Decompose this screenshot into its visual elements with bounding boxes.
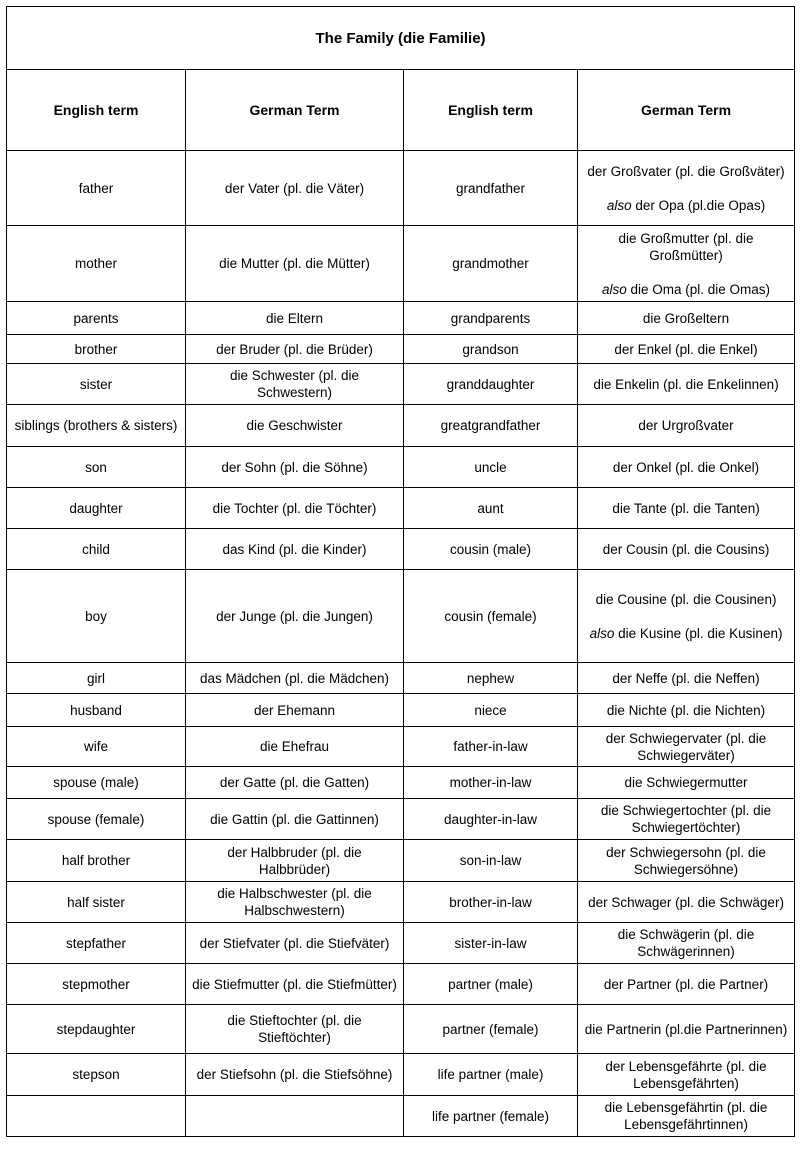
cell-text: der Neffe (pl. die Neffen) (612, 670, 760, 686)
also-label: also (589, 625, 615, 641)
german-term-cell (186, 727, 404, 767)
english-term-cell (7, 663, 186, 694)
cell-text: life partner (male) (437, 1067, 544, 1082)
english-term-cell (404, 151, 578, 226)
cell-text: sister-in-law (454, 935, 527, 951)
cell-text: der Onkel (pl. die Onkel) (612, 459, 760, 475)
cell-text: stepson (72, 1067, 120, 1082)
table-row (7, 364, 795, 405)
english-term-cell (404, 923, 578, 964)
english-term-cell (404, 1096, 578, 1137)
alternate-term-text: der Opa (pl.die Opas) (635, 197, 766, 213)
german-term-cell (578, 529, 795, 570)
german-term-cell (186, 529, 404, 570)
cell-text: niece (474, 702, 507, 718)
cell-text: die Nichte (pl. die Nichten) (606, 702, 766, 718)
family-vocabulary-table (6, 6, 795, 1137)
table-row (7, 1005, 795, 1054)
english-term-cell (404, 964, 578, 1005)
english-term-cell (7, 302, 186, 335)
cell-text: die Ehefrau (259, 739, 330, 754)
german-term-cell (186, 882, 404, 923)
cell-text: aunt (477, 500, 504, 516)
cell-text: father-in-law (453, 739, 528, 754)
german-term-cell (186, 694, 404, 727)
english-term-cell (7, 488, 186, 529)
german-term-cell (186, 964, 404, 1005)
table-row (7, 302, 795, 335)
english-term-cell (7, 405, 186, 447)
cell-text: das Kind (pl. die Kinder) (222, 541, 367, 557)
german-term-cell (578, 1096, 795, 1137)
german-term-cell (578, 882, 795, 923)
cell-text: der Halbbruder (pl. die Halbbrüder) (227, 844, 362, 877)
english-term-cell (7, 570, 186, 663)
table-row (7, 226, 795, 302)
english-term-cell (404, 882, 578, 923)
german-term-cell (186, 1005, 404, 1054)
german-term-cell (578, 663, 795, 694)
table-row (7, 727, 795, 767)
header-german-1: German Term (186, 70, 404, 151)
alternate-term (584, 281, 788, 298)
alternate-term (584, 197, 788, 214)
cell-text: stepdaughter (56, 1021, 136, 1037)
cell-text: stepfather (65, 935, 127, 951)
cell-text: der Bruder (pl. die Brüder) (216, 341, 373, 357)
english-term-cell (404, 663, 578, 694)
german-term-cell (578, 447, 795, 488)
cell-text: die Geschwister (246, 418, 343, 433)
table-row (7, 882, 795, 923)
table-row (7, 964, 795, 1005)
column-header-row (7, 70, 795, 151)
english-term-cell (7, 964, 186, 1005)
english-term-cell (404, 405, 578, 447)
cell-text: die Enkelin (pl. die Enkelinnen) (593, 376, 779, 392)
german-term-cell (186, 923, 404, 964)
table-row (7, 570, 795, 663)
table-row (7, 405, 795, 447)
german-term-cell (186, 799, 404, 840)
cell-text: partner (female) (442, 1021, 539, 1037)
german-term-cell (578, 335, 795, 364)
english-term-cell (7, 767, 186, 799)
german-term-cell (186, 405, 404, 447)
german-term-cell (186, 226, 404, 302)
german-term-cell (186, 767, 404, 799)
table-row (7, 529, 795, 570)
english-term-cell (7, 1005, 186, 1054)
german-term-cell (578, 799, 795, 840)
cell-text: sister (79, 376, 113, 392)
cell-text: die Tochter (pl. die Töchter) (212, 500, 377, 516)
english-term-cell (404, 364, 578, 405)
cell-text: der Sohn (pl. die Söhne) (221, 459, 368, 475)
table-row (7, 1096, 795, 1137)
cell-text: der Schwager (pl. die Schwäger) (588, 894, 784, 910)
cell-text: die Tante (pl. die Tanten) (612, 500, 760, 516)
cell-text: der Cousin (pl. die Cousins) (602, 541, 770, 557)
cell-text: father (78, 180, 114, 196)
cell-text: granddaughter (446, 376, 535, 392)
cell-text: cousin (male) (449, 541, 532, 557)
cell-text: siblings (brothers & sisters) (14, 418, 178, 433)
english-term-cell (404, 226, 578, 302)
cell-text: cousin (female) (444, 608, 537, 624)
english-term-cell (7, 1096, 186, 1137)
header-english-2: English term (404, 70, 578, 151)
english-term-cell (7, 727, 186, 767)
cell-text: life partner (female) (431, 1108, 550, 1124)
cell-text: mother (74, 256, 118, 271)
also-label: also (606, 197, 632, 213)
german-term-cell (186, 1096, 404, 1137)
cell-text: grandparents (450, 310, 531, 326)
english-term-cell (404, 694, 578, 727)
cell-text: brother (74, 341, 118, 357)
header-english-1: English term (7, 70, 186, 151)
english-term-cell (404, 1054, 578, 1096)
cell-text: der Stiefsohn (pl. die Stiefsöhne) (196, 1067, 393, 1082)
cell-text: half brother (61, 853, 131, 868)
cell-text: boy (85, 608, 107, 624)
german-term-cell (578, 570, 795, 663)
cell-text: wife (83, 739, 108, 754)
german-term-cell (578, 964, 795, 1005)
english-term-cell (404, 727, 578, 767)
cell-text: der Partner (pl. die Partner) (603, 976, 769, 992)
cell-text: der Vater (pl. die Väter) (224, 180, 365, 196)
cell-text: der Gatte (pl. die Gatten) (219, 775, 370, 790)
cell-text: daughter-in-law (443, 811, 538, 827)
cell-text: grandson (462, 341, 519, 357)
english-term-cell (7, 840, 186, 882)
cell-text: der Schwiegervater (pl. die Schwiegerväter) (605, 730, 767, 763)
cell-text: grandmother (452, 256, 529, 271)
cell-text: daughter (69, 500, 123, 516)
header-german-2: German Term (578, 70, 795, 151)
table-row (7, 799, 795, 840)
german-term-cell (186, 364, 404, 405)
german-term-cell (186, 335, 404, 364)
cell-text: die Gattin (pl. die Gattinnen) (210, 811, 379, 827)
cell-text: parents (73, 310, 119, 326)
alternate-term (584, 625, 788, 642)
english-term-cell (404, 570, 578, 663)
alternate-term-text: die Oma (pl. die Omas) (630, 281, 771, 297)
table-row (7, 694, 795, 727)
english-term-cell (7, 226, 186, 302)
german-term-cell (578, 1005, 795, 1054)
table-row (7, 151, 795, 226)
cell-text: die Schwiegertochter (pl. die Schwiegertöchter) (600, 803, 772, 835)
cell-text: partner (male) (448, 976, 533, 992)
english-term-cell (404, 302, 578, 335)
cell-text: der Großvater (pl. die Großväter) (587, 163, 785, 179)
cell-text: der Stiefvater (pl. die Stiefväter) (199, 935, 390, 951)
english-term-cell (404, 447, 578, 488)
cell-text: husband (70, 702, 122, 718)
german-term-cell (578, 767, 795, 799)
cell-text: die Stieftochter (pl. die Stieftöchter) (227, 1013, 362, 1045)
table-row (7, 447, 795, 488)
also-label: also (601, 281, 627, 297)
cell-text: greatgrandfather (440, 418, 541, 433)
german-term-cell (186, 151, 404, 226)
cell-text: mother-in-law (449, 775, 532, 790)
cell-text: die Schwiegermutter (624, 775, 748, 790)
table-row (7, 923, 795, 964)
table-row (7, 840, 795, 882)
english-term-cell (7, 882, 186, 923)
cell-text: stepmother (62, 976, 130, 992)
english-term-cell (7, 799, 186, 840)
table-row (7, 335, 795, 364)
german-term-cell (186, 840, 404, 882)
cell-text: girl (86, 670, 105, 686)
english-term-cell (7, 923, 186, 964)
cell-text: half sister (67, 894, 125, 910)
german-term-cell (578, 364, 795, 405)
german-term-cell (578, 488, 795, 529)
alternate-term-text: die Kusine (pl. die Kusinen) (618, 625, 783, 641)
english-term-cell (404, 840, 578, 882)
cell-text: son-in-law (459, 853, 522, 868)
german-term-cell (578, 923, 795, 964)
english-term-cell (404, 488, 578, 529)
cell-text: spouse (female) (47, 811, 145, 827)
cell-text: die Großeltern (642, 310, 730, 326)
english-term-cell (7, 529, 186, 570)
cell-text: die Stiefmutter (pl. die Stiefmütter) (192, 976, 397, 992)
german-term-cell (578, 151, 795, 226)
english-term-cell (7, 364, 186, 405)
german-term-cell (578, 405, 795, 447)
english-term-cell (7, 1054, 186, 1096)
german-term-cell (578, 727, 795, 767)
german-term-cell (186, 447, 404, 488)
table-row (7, 663, 795, 694)
english-term-cell (404, 1005, 578, 1054)
cell-text: der Urgroßvater (638, 418, 734, 433)
table-row (7, 488, 795, 529)
german-term-cell (186, 663, 404, 694)
cell-text: der Enkel (pl. die Enkel) (614, 341, 758, 357)
cell-text: die Mutter (pl. die Mütter) (219, 256, 370, 271)
cell-text: der Ehemann (253, 702, 336, 718)
table-row (7, 1054, 795, 1096)
table-title: The Family (die Familie) (7, 7, 795, 70)
german-term-cell (186, 1054, 404, 1096)
cell-text: die Großmutter (pl. die Großmütter) (618, 230, 754, 263)
german-term-cell (186, 570, 404, 663)
german-term-cell (186, 302, 404, 335)
cell-text: spouse (male) (53, 775, 139, 790)
cell-text: uncle (474, 459, 507, 475)
cell-text: die Partnerin (pl.die Partnerinnen) (584, 1021, 788, 1037)
cell-text: die Lebensgefährtin (pl. die Lebensgefährtinnen) (604, 1100, 768, 1132)
cell-text: die Schwester (pl. die Schwestern) (229, 368, 360, 400)
english-term-cell (7, 335, 186, 364)
cell-text: das Mädchen (pl. die Mädchen) (199, 670, 390, 686)
table-row (7, 767, 795, 799)
german-term-cell (578, 226, 795, 302)
english-term-cell (404, 799, 578, 840)
german-term-cell (578, 1054, 795, 1096)
english-term-cell (404, 767, 578, 799)
german-term-cell (186, 488, 404, 529)
german-term-cell (578, 302, 795, 335)
english-term-cell (7, 694, 186, 727)
cell-text: grandfather (455, 180, 526, 196)
cell-text: child (82, 541, 110, 557)
cell-text: son (85, 459, 107, 475)
english-term-cell (7, 151, 186, 226)
table-body (7, 151, 795, 1137)
cell-text: die Cousine (pl. die Cousinen) (595, 591, 777, 607)
cell-text: die Eltern (265, 310, 324, 326)
german-term-cell (578, 840, 795, 882)
cell-text: der Junge (pl. die Jungen) (216, 608, 373, 624)
cell-text: der Lebensgefährte (pl. die Lebensgefährten) (605, 1058, 767, 1091)
english-term-cell (404, 335, 578, 364)
english-term-cell (404, 529, 578, 570)
cell-text: brother-in-law (449, 894, 532, 910)
cell-text: die Halbschwester (pl. die Halbschwestern) (217, 886, 372, 918)
cell-text: die Schwägerin (pl. die Schwägerinnen) (617, 927, 755, 959)
cell-text: der Schwiegersohn (pl. die Schwiegersöhne) (606, 844, 766, 877)
english-term-cell (7, 447, 186, 488)
german-term-cell (578, 694, 795, 727)
cell-text: nephew (466, 670, 515, 686)
